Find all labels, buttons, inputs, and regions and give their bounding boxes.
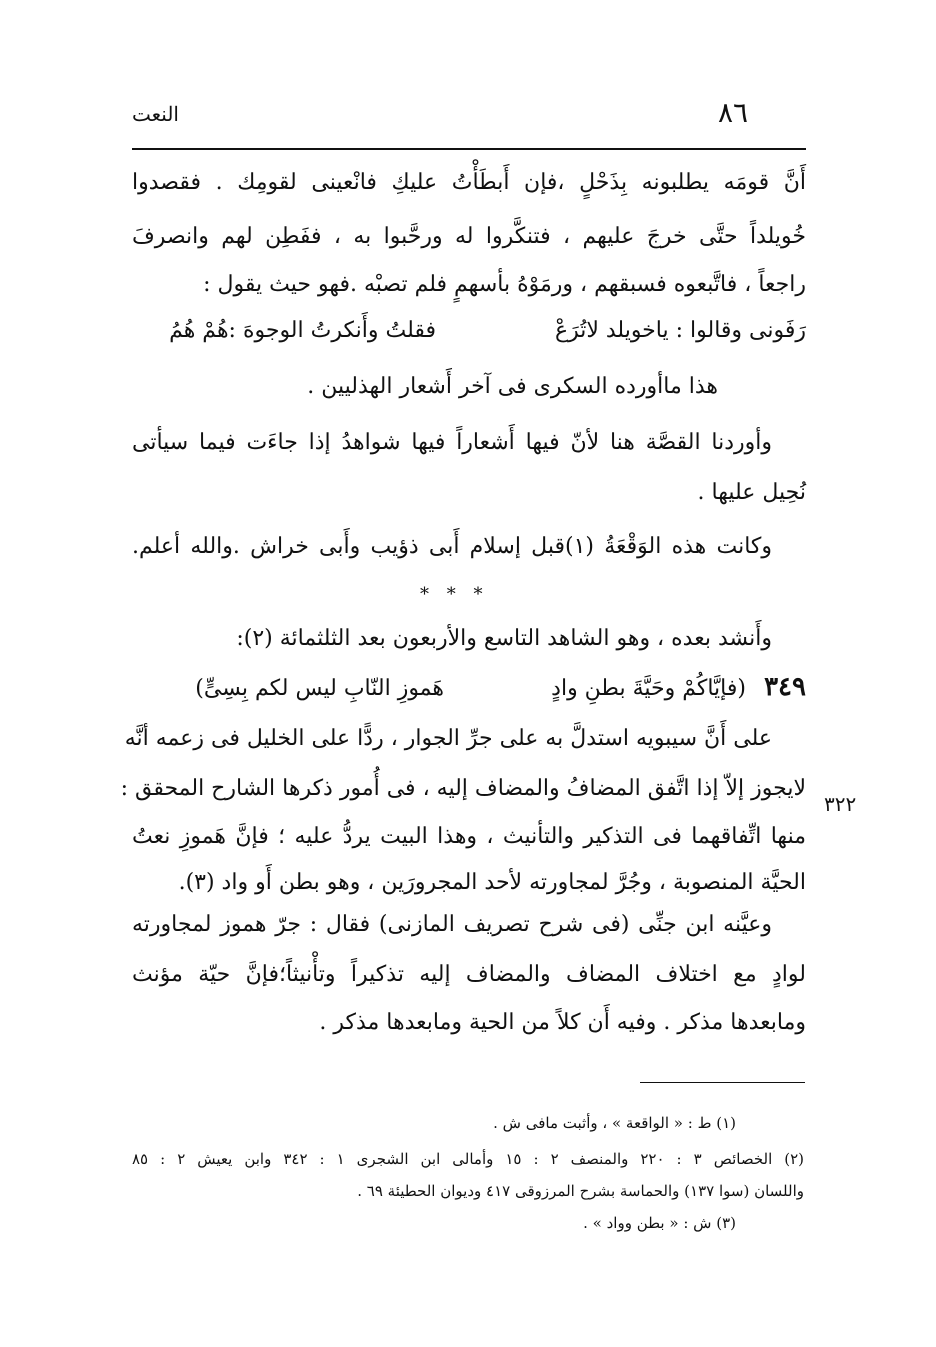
- header-rule: [132, 148, 806, 150]
- margin-number: ٣٢٢: [824, 792, 857, 816]
- text-line: راجعاً ، فاتَّبعوه فسبقهم ، ورمَوْهُ بأسهمٍ فلم تصبْه .فهو حيث يقول :: [203, 272, 806, 297]
- section-separator: * * *: [420, 584, 489, 605]
- text-line: الحيَّة المنصوبة ، وجُرَّ لمجاورته لأحد المجرورَين ، وهو بطن أَو واد (٣).: [178, 870, 806, 895]
- footnote-rule: [640, 1082, 805, 1083]
- footnote: (٢) الخصائص ٣ : ٢٢٠ والمنصف ٢ : ١٥ وأمالى ابن الشجرى ١ : ٣٤٢ وابن يعيش ٢ : ٨٥: [132, 1150, 805, 1168]
- verse-hemistich-left: هَموزِ النّابِ ليس لكم بِسِىٍّ): [195, 676, 444, 701]
- footnote: واللسان (سوا ١٣٧) والحماسة بشرح المرزوقى ٤١٧ وديوان الحطيئة ٦٩ .: [357, 1182, 804, 1200]
- text-line: هذا ماأورده السكرى فى آخر أَشعار الهذليين .: [307, 374, 718, 399]
- text-line: خُويلداً حتَّى خرجَ عليهم ، فتنكَّروا له ورحَّبوا به ، ففَطِن لهم وانصرفَ: [132, 224, 806, 249]
- text-line: لوادٍ مع اختلاف المضاف والمضاف إليه تذكيراً وتأْنيثاً؛فإنَّ حيّة مؤنث: [132, 962, 806, 987]
- text-line: وكانت هذه الوَقْعَةُ (١)قبل إسلام أَبى ذؤيب وأَبى خراش .والله أعلم.: [132, 534, 772, 559]
- text-line: وعيَّنه ابن جنِّى (فى شرح تصريف المازنى) فقال : جرّ هموز لمجاورته: [132, 912, 772, 937]
- footnote: (٣) ش : « بطن وواد » .: [583, 1214, 736, 1232]
- page-number: ٨٦: [718, 96, 749, 129]
- verse-hemistich-left: فقلتُ وأَنكرتُ الوجوهَ :هُمْ هُمُ: [169, 318, 436, 343]
- text-line: لايجوز إلاّ إذا اتَّفق المضافُ والمضاف إليه ، فى أُمور ذكرها الشارح المحقق :: [120, 776, 806, 801]
- verse-number: ٣٤٩: [764, 672, 806, 702]
- text-line: ومابعدها مذكر . وفيه أَن كلاً من الحية ومابعدها مذكر .: [319, 1010, 806, 1035]
- footnote: (١) ط : « الواقعة » ، وأثبت مافى ش .: [493, 1114, 736, 1132]
- text-line: منها اتِّفاقهما فى التذكير والتأنيث ، وهذا البيت يردُّ عليه ؛ فإنَّ هَموزِ نعتُ: [132, 824, 806, 849]
- chapter-title: النعت: [132, 102, 179, 126]
- text-line: وأَنشد بعده ، وهو الشاهد التاسع والأربعون بعد الثلثمائة (٢):: [236, 626, 772, 651]
- verse-hemistich-right: رَفَونى وقالوا : ياخويلد لاتُرَعْ: [554, 318, 806, 343]
- text-line: نُحِيل عليها .: [697, 480, 806, 505]
- text-line: وأوردنا القصَّة هنا لأنّ فيها أَشعاراً فيها شواهدُ إذا جاءَت فيما سيأتى: [132, 430, 772, 455]
- text-line: على أَنَّ سيبويه استدلَّ به على جرِّ الجوار ، ردًّا على الخليل فى زعمه أنَّه: [124, 726, 772, 751]
- text-line: أَنَّ قومَه يطلبونه بِذَحْلٍ ،فإن أَبطَأْتُ عليكِ فانْعينى لقومِك . فقصدوا: [132, 170, 806, 195]
- verse-hemistich-right: (فإيَّاكُمْ وحَيَّةَ بطنِ وادٍ: [551, 676, 746, 701]
